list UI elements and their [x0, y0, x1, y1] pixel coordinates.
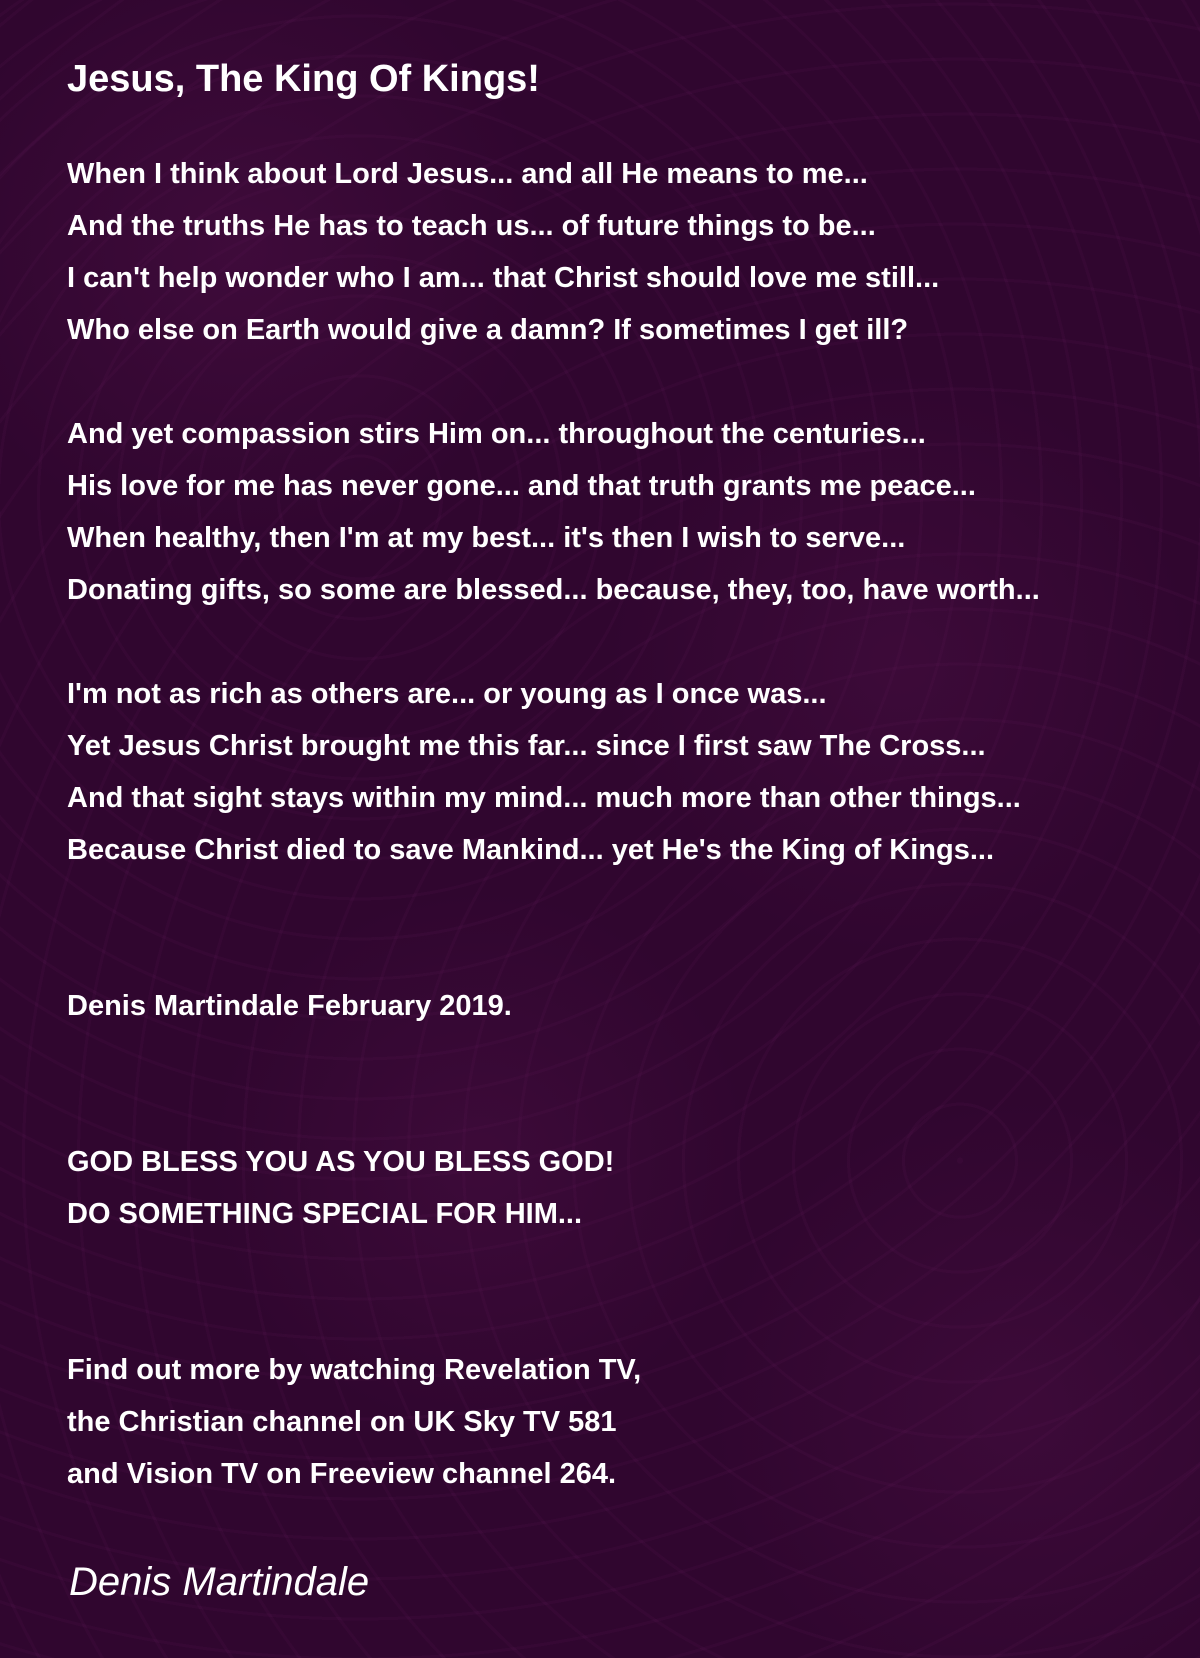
blessing — [67, 1136, 614, 1240]
dateline-text: Denis Martindale February 2019. — [67, 990, 512, 1022]
poem-line: Because Christ died to save Mankind... yet He's the King of Kings... — [67, 834, 995, 866]
poem-line: I can't help wonder who I am... that Christ should love me still... — [67, 262, 940, 294]
dateline — [67, 980, 512, 1032]
poem-title: Jesus, The King Of Kings! — [67, 58, 540, 100]
info-line: the Christian channel on UK Sky TV 581 — [67, 1406, 617, 1438]
poem-line: And yet compassion stirs Him on... throughout the centuries... — [67, 418, 926, 450]
poem-line: I'm not as rich as others are... or young as I once was... — [67, 678, 827, 710]
channel-info — [67, 1344, 641, 1500]
stanza-3 — [67, 668, 1021, 876]
poem-line: Yet Jesus Christ brought me this far... since I first saw The Cross... — [67, 730, 986, 762]
blessing-line: DO SOMETHING SPECIAL FOR HIM... — [67, 1198, 583, 1230]
poem-line: When I think about Lord Jesus... and all He means to me... — [67, 158, 868, 190]
poem-line: And the truths He has to teach us... of future things to be... — [67, 210, 876, 242]
blessing-line: GOD BLESS YOU AS YOU BLESS GOD! — [67, 1146, 615, 1178]
stanza-1 — [67, 148, 939, 356]
author-signature: Denis Martindale — [69, 1560, 370, 1604]
info-line: Find out more by watching Revelation TV, — [67, 1354, 642, 1386]
info-line: and Vision TV on Freeview channel 264. — [67, 1458, 617, 1490]
poem-line: And that sight stays within my mind... much more than other things... — [67, 782, 1021, 814]
poem-line: Who else on Earth would give a damn? If sometimes I get ill? — [67, 314, 909, 346]
poem-line: His love for me has never gone... and that truth grants me peace... — [67, 470, 976, 502]
poem-line: Donating gifts, so some are blessed... because, they, too, have worth... — [67, 574, 1040, 606]
poem-line: When healthy, then I'm at my best... it's then I wish to serve... — [67, 522, 906, 554]
stanza-2 — [67, 408, 1040, 616]
